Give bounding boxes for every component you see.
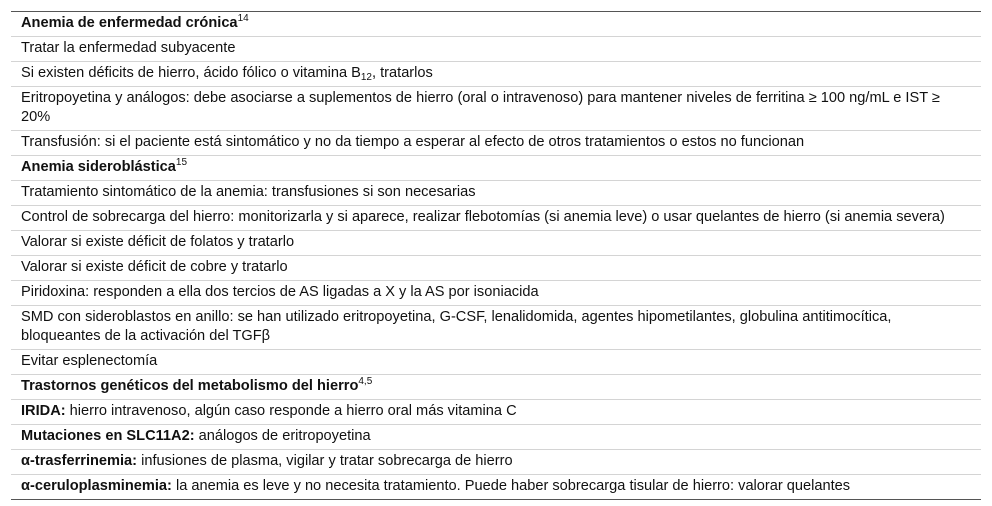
- table-row: [11, 180, 981, 205]
- row-text: análogos de eritropoyetina: [194, 428, 371, 444]
- table-row: [11, 255, 981, 280]
- row-text: infusiones de plasma, vigilar y tratar sobrecarga de hierro: [137, 453, 513, 469]
- row-text: Valorar si existe déficit de folatos y tratarlo: [21, 234, 295, 250]
- row-text: Tratar la enfermedad subyacente: [21, 40, 236, 56]
- row-text: Evitar esplenectomía: [21, 353, 158, 369]
- table-row: [11, 399, 981, 424]
- row-text: la anemia es leve y no necesita tratamiento. Puede haber sobrecarga tisular de hierro: valorar quelantes: [171, 478, 851, 494]
- row-text: , tratarlos: [372, 65, 433, 81]
- reference-superscript: 15: [175, 157, 188, 168]
- row-text: hierro intravenoso, algún caso responde a hierro oral más vitamina C: [65, 403, 517, 419]
- row-text: Eritropoyetina y análogos: debe asociarse a suplementos de hierro (oral o intravenoso) para mantener niveles de ferritina ≥ 100 ng/mL e IST ≥ 20%: [21, 90, 940, 125]
- section-title: Anemia sideroblástica: [21, 159, 176, 175]
- table-row: [11, 36, 981, 61]
- row-text: Si existen déficits de hierro, ácido fólico o vitamina B: [21, 65, 361, 81]
- section-title: Anemia de enfermedad crónica: [21, 15, 238, 31]
- section-header-anemia-enfermedad-cronica: [11, 12, 981, 36]
- table-row: [11, 305, 981, 349]
- table-row: [11, 61, 981, 86]
- row-term: IRIDA:: [21, 403, 66, 419]
- row-text: Piridoxina: responden a ella dos tercios de AS ligadas a X y la AS por isoniacida: [21, 284, 539, 300]
- row-text: Transfusión: si el paciente está sintomático y no da tiempo a esperar al efecto de otros tratamientos o estos no funcionan: [21, 134, 805, 150]
- row-term: α-ceruloplasminemia:: [21, 478, 172, 494]
- table-row: [11, 349, 981, 374]
- reference-superscript: 14: [237, 13, 249, 24]
- treatment-table: [11, 11, 981, 500]
- table-row: [11, 86, 981, 130]
- row-term: Mutaciones en SLC11A2:: [21, 428, 195, 444]
- table-row: [11, 130, 981, 155]
- row-text: SMD con sideroblastos en anillo: se han utilizado eritropoyetina, G-CSF, lenalidomida, agentes hipometilantes, globulina antitimocítica, bloqueantes de la activación del TGFβ: [21, 309, 892, 344]
- row-term: α-trasferrinemia:: [21, 453, 138, 469]
- row-text: Tratamiento sintomático de la anemia: transfusiones si son necesarias: [21, 184, 476, 200]
- row-text: Control de sobrecarga del hierro: monitorizarla y si aparece, realizar flebotomías (si anemia leve) o usar quelantes de hierro (si anemia severa): [21, 209, 945, 225]
- section-header-anemia-sideroblastica: [11, 155, 981, 180]
- table-row: [11, 474, 981, 499]
- section-header-trastornos-geneticos: [11, 374, 981, 399]
- table-row: [11, 230, 981, 255]
- subscript: 12: [360, 72, 372, 83]
- table-row: [11, 280, 981, 305]
- row-text: Valorar si existe déficit de cobre y tratarlo: [21, 259, 288, 275]
- reference-superscript: 4,5: [358, 376, 373, 387]
- table-row: [11, 205, 981, 230]
- table-row: [11, 449, 981, 474]
- table-row: [11, 424, 981, 449]
- section-title: Trastornos genéticos del metabolismo del hierro: [21, 378, 359, 394]
